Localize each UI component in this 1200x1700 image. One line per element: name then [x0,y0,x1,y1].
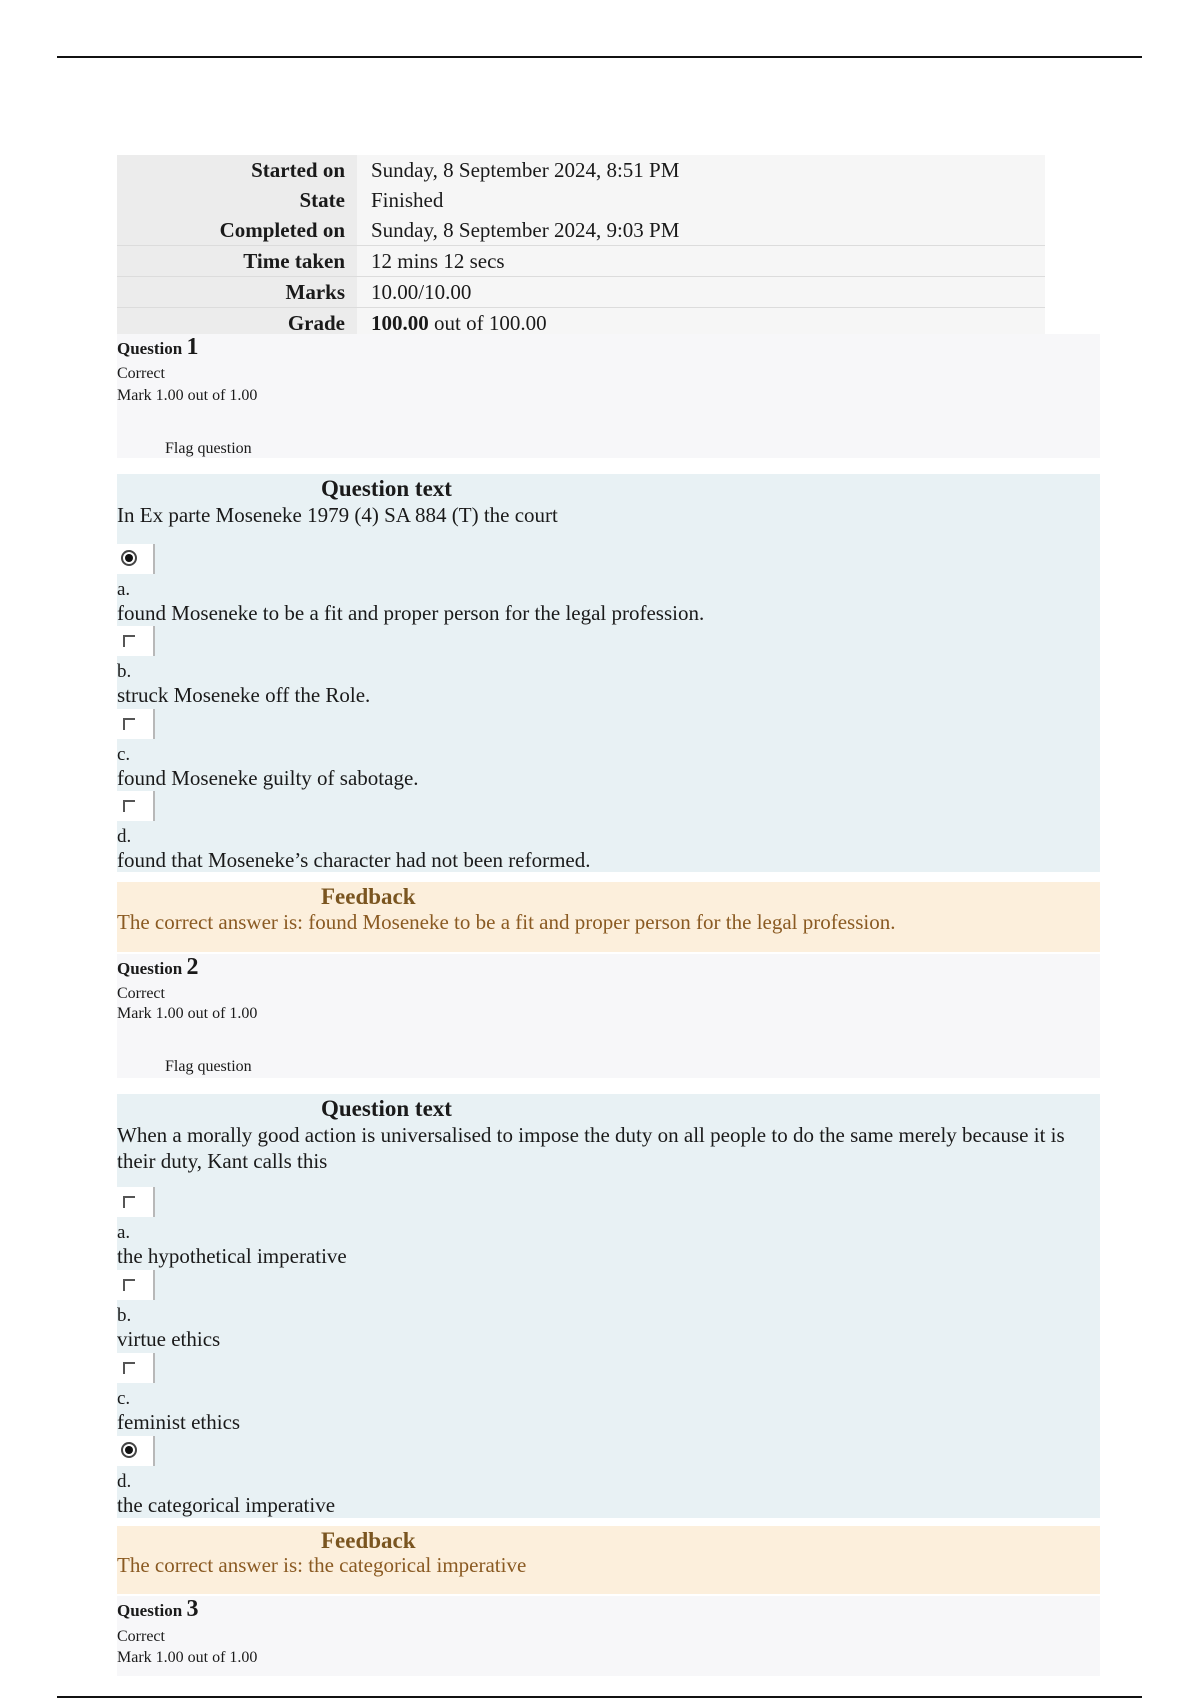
question-number [117,1598,198,1622]
radio-unselected-icon [123,1196,135,1208]
summary-label: Time taken [117,246,357,277]
feedback-text: The correct answer is: the categorical imperative [117,1553,527,1577]
option-letter: b. [117,661,132,682]
flag-question-link[interactable]: Flag question [165,1058,252,1075]
question-status: Correct [117,1628,165,1645]
summary-row [117,185,1045,215]
option-letter: a. [117,579,131,600]
option-text[interactable]: found Moseneke to be a fit and proper person for the legal profession. [117,601,705,625]
summary-row [117,155,1045,185]
question-number [117,956,198,980]
option-text[interactable]: the hypothetical imperative [117,1244,347,1268]
question-info-1 [117,334,1100,458]
question-status: Correct [117,985,165,1002]
question-content-2 [117,1094,1100,1518]
feedback-block-2 [117,1526,1100,1594]
option-letter: a. [117,1222,131,1243]
option-radio-d[interactable] [117,791,155,821]
grade-total: out of 100.00 [428,310,547,335]
option-letter: c. [117,1388,131,1409]
summary-value: 12 mins 12 secs [357,246,1045,277]
bottom-rule [57,1696,1142,1698]
question-prefix: Question [117,339,183,358]
option-radio-c[interactable] [117,1353,155,1383]
flag-question-link[interactable]: Flag question [165,440,252,457]
question-content-1 [117,474,1100,872]
question-number-value: 1 [186,334,199,360]
option-text[interactable]: struck Moseneke off the Role. [117,683,371,707]
radio-unselected-icon [123,635,135,647]
radio-unselected-icon [123,718,135,730]
option-text[interactable]: feminist ethics [117,1410,241,1434]
summary-value: Sunday, 8 September 2024, 8:51 PM [357,155,1045,185]
summary-value: Sunday, 8 September 2024, 9:03 PM [357,215,1045,246]
question-mark: Mark 1.00 out of 1.00 [117,1005,258,1022]
attempt-summary-table [117,155,1045,338]
option-text[interactable]: found that Moseneke’s character had not been reformed. [117,848,591,872]
grade-score: 100.00 [371,310,429,335]
top-rule [57,56,1142,58]
option-radio-a[interactable] [117,544,155,574]
summary-row [117,277,1045,308]
question-stem: In Ex parte Moseneke 1979 (4) SA 884 (T) the court [117,503,558,527]
question-mark: Mark 1.00 out of 1.00 [117,387,258,404]
radio-selected-icon [121,550,137,566]
summary-row [117,246,1045,277]
feedback-heading: Feedback [321,1528,416,1553]
question-info-2 [117,954,1100,1078]
option-radio-c[interactable] [117,709,155,739]
summary-value: 10.00/10.00 [357,277,1045,308]
summary-label: Started on [117,155,357,185]
question-text-heading: Question text [321,1096,452,1121]
summary-label: Marks [117,277,357,308]
feedback-text: The correct answer is: found Moseneke to be a fit and proper person for the legal profession. [117,910,896,934]
option-text[interactable]: the categorical imperative [117,1493,336,1517]
question-prefix: Question [117,1601,183,1620]
question-number-value: 2 [186,954,199,980]
question-mark: Mark 1.00 out of 1.00 [117,1649,258,1666]
question-number [117,336,198,360]
question-info-3 [117,1596,1100,1676]
summary-label: Completed on [117,215,357,246]
radio-selected-icon [121,1442,137,1458]
question-status: Correct [117,365,165,382]
option-text[interactable]: found Moseneke guilty of sabotage. [117,766,419,790]
question-number-value: 3 [186,1596,199,1622]
option-radio-a[interactable] [117,1187,155,1217]
question-stem: When a morally good action is universalised to impose the duty on all people to do the same merely because it is their duty, Kant calls this [117,1123,1065,1173]
option-letter: b. [117,1305,132,1326]
question-prefix: Question [117,959,183,978]
summary-value: Finished [357,185,1045,215]
summary-row [117,215,1045,246]
option-letter: c. [117,744,131,765]
option-radio-d[interactable] [117,1436,155,1466]
question-text-heading: Question text [321,476,452,501]
option-text[interactable]: virtue ethics [117,1327,221,1351]
feedback-block-1 [117,882,1100,952]
summary-label: Grade [117,308,357,339]
option-letter: d. [117,1471,132,1492]
feedback-heading: Feedback [321,884,416,909]
option-letter: d. [117,826,132,847]
option-radio-b[interactable] [117,626,155,656]
radio-unselected-icon [123,800,135,812]
option-radio-b[interactable] [117,1270,155,1300]
summary-label: State [117,185,357,215]
radio-unselected-icon [123,1362,135,1374]
radio-unselected-icon [123,1279,135,1291]
